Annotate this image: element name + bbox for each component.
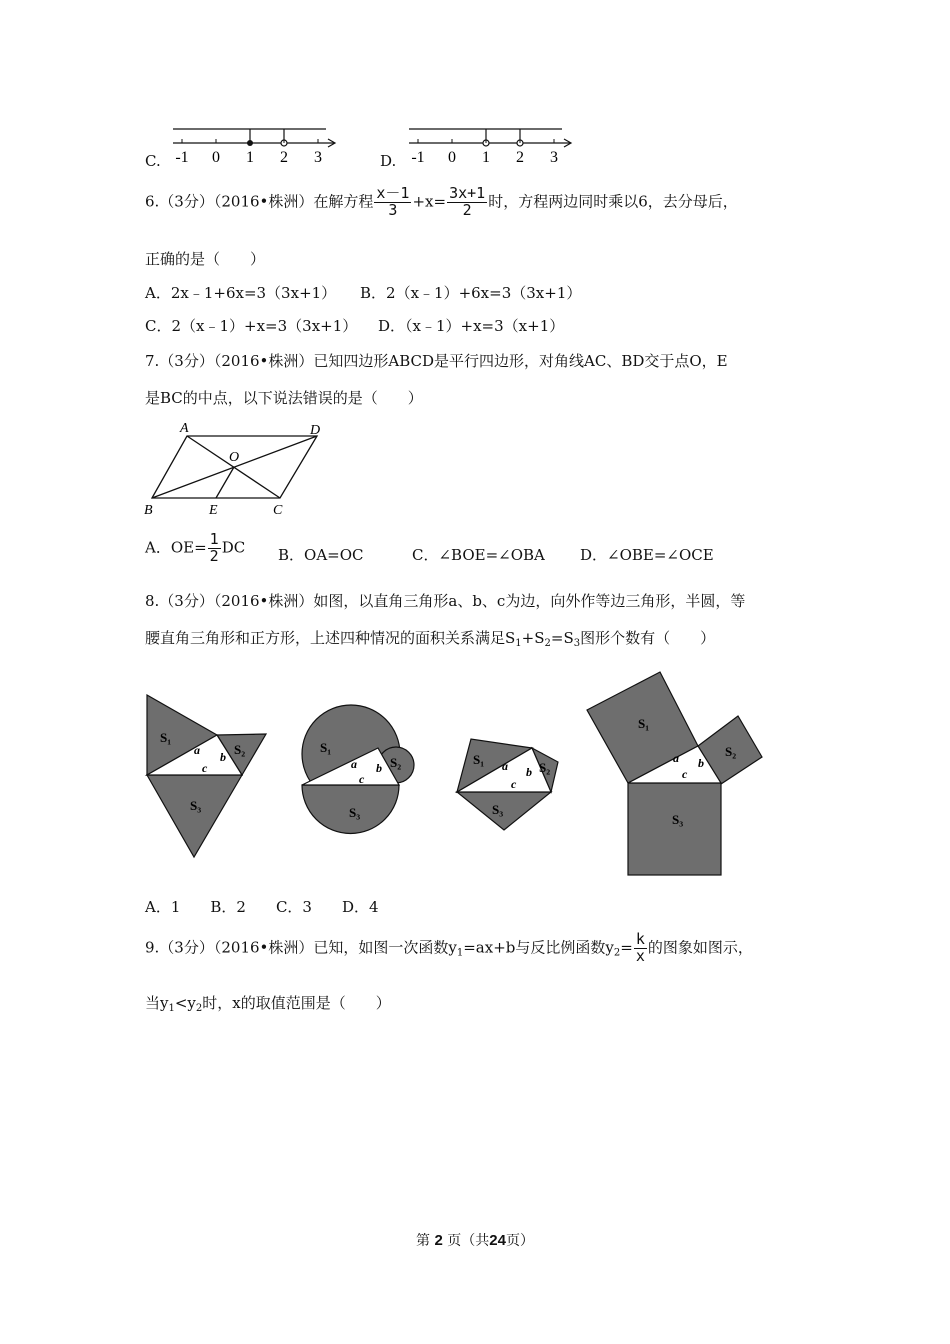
q6-fraction-1	[374, 186, 411, 219]
q9-line2-b: <y	[174, 994, 196, 1012]
q9-fraction-numerator: k	[635, 930, 645, 948]
axis-tick-label: -1	[175, 149, 189, 166]
fig2-a: a	[351, 757, 357, 771]
q8-stem-line-2	[145, 627, 715, 649]
q7-option-b: B．OA=OC	[278, 546, 364, 564]
q9-eq: =	[620, 938, 633, 957]
axis-tick-label: 3	[314, 149, 322, 166]
q5-number-line-c	[168, 122, 343, 167]
q8-figure-squares	[587, 672, 762, 875]
axis-tick-label: -1	[411, 149, 425, 166]
q6-option-a: A．2x﹣1+6x=3（3x+1）	[145, 284, 337, 302]
label-c: C	[273, 503, 283, 518]
q9-sub-2: 2	[613, 947, 621, 959]
fig1-b: b	[220, 750, 226, 764]
label-e: E	[209, 503, 218, 518]
fig1-c: c	[202, 761, 208, 775]
fig2-c: c	[359, 772, 365, 786]
q7-option-a-prefix: A．OE=	[145, 538, 207, 557]
q9-fraction	[634, 932, 647, 965]
q6-fraction-2-numerator: 3x+1	[449, 184, 486, 202]
q9-stem-line-2	[145, 992, 391, 1014]
q5-number-line-d	[404, 122, 579, 167]
fig1-s1: S₁	[160, 730, 172, 745]
q8-figures	[140, 670, 810, 885]
q6-option-b: B．2（x﹣1）+6x=3（3x+1）	[360, 284, 582, 302]
q5-option-d-letter: D.	[380, 152, 397, 170]
q9-stem-line-1	[145, 932, 753, 965]
q9-prefix: 9.（3分）（2016•株洲）已知，如图一次函数y	[145, 938, 457, 957]
q7-fraction-denominator: 2	[209, 546, 219, 565]
footer-total-pages: 24	[489, 1232, 506, 1249]
q7-option-d: D．∠OBE=∠OCE	[580, 546, 714, 564]
fig4-b: b	[698, 756, 704, 770]
q8-options: A．1 B．2 C．3 D．4	[145, 898, 379, 916]
fig2-s2: S₂	[390, 755, 402, 770]
q9-line2-c: 时，x的取值范围是（ ）	[202, 994, 391, 1012]
q5-option-c-letter: C.	[145, 152, 161, 170]
q8-stem-line-1: 8.（3分）（2016•株洲）如图，以直角三角形a、b、c为边，向外作等边三角形，半圆，等	[145, 592, 746, 610]
q9-fraction-denominator: x	[635, 946, 645, 965]
q6-option-c: C．2（x﹣1）+x=3（3x+1）	[145, 317, 358, 335]
fig1-a: a	[194, 743, 200, 757]
axis-tick-label: 0	[448, 149, 456, 166]
q6-fraction-2-denominator: 2	[462, 200, 472, 219]
q6-mid: +x=	[412, 192, 447, 211]
fig2-s3: S₃	[349, 805, 361, 820]
q8-sub-2: 2	[544, 638, 551, 649]
fig3-a: a	[502, 759, 508, 773]
fig4-c: c	[682, 767, 688, 781]
q9-sub-1: 1	[456, 947, 464, 959]
q6-stem-line-2: 正确的是（ ）	[145, 250, 266, 268]
footer-page-number: 2	[434, 1232, 443, 1249]
q6-fraction-1-numerator: x－1	[376, 184, 410, 202]
fig2-s1: S₁	[320, 740, 332, 755]
q6-stem	[145, 186, 738, 219]
q6-option-d: D．（x﹣1）+x=3（x+1）	[378, 317, 565, 335]
q8-figure-semicircle	[302, 705, 414, 834]
axis-tick-label: 1	[482, 149, 490, 166]
q8-line2-prefix: 腰直角三角形和正方形，上述四种情况的面积关系满足S	[145, 629, 516, 647]
q7-option-a	[145, 532, 245, 565]
fig3-s2: S₂	[539, 760, 551, 775]
label-o: O	[229, 450, 240, 465]
fig3-b: b	[526, 765, 532, 779]
label-b: B	[144, 503, 153, 518]
fig1-s3: S₃	[190, 798, 202, 813]
q8-line2-suffix: 图形个数有（ ）	[580, 629, 716, 647]
q7-fraction-numerator: 1	[209, 530, 219, 548]
q9-line2-a: 当y	[145, 994, 169, 1012]
axis-tick-label: 2	[516, 149, 524, 166]
q6-suffix: 时，方程两边同时乘以6，去分母后，	[488, 192, 738, 211]
q8-sub-1: 1	[515, 638, 522, 649]
fig3-s1: S₁	[473, 752, 485, 767]
q8-eq: =S	[550, 629, 574, 647]
q6-fraction-1-denominator: 3	[388, 200, 398, 219]
fig1-s2: S₂	[234, 742, 246, 757]
q8-figure-isosceles-right	[457, 739, 558, 830]
q9-mid: =ax+b与反比例函数y	[463, 938, 614, 957]
fig3-s3: S₃	[492, 802, 504, 817]
q7-option-c: C．∠BOE=∠OBA	[412, 546, 545, 564]
fig4-s1: S₁	[638, 716, 650, 731]
footer-pre: 第	[416, 1233, 431, 1249]
q6-prefix: 6.（3分）（2016•株洲）在解方程	[145, 192, 374, 211]
fig4-s2: S₂	[725, 744, 737, 759]
footer-mid: 页（共	[447, 1233, 490, 1249]
q7-stem-line-2: 是BC的中点，以下说法错误的是（ ）	[145, 389, 423, 407]
axis-tick-label: 2	[280, 149, 288, 166]
q9-line2-sub-1: 1	[168, 1003, 175, 1014]
q7-option-a-fraction	[208, 532, 221, 565]
fig2-b: b	[376, 761, 382, 775]
q7-stem-line-1: 7.（3分）（2016•株洲）已知四边形ABCD是平行四边形，对角线AC、BD交于点O，E	[145, 352, 728, 370]
axis-tick-label: 1	[246, 149, 254, 166]
label-d: D	[310, 423, 321, 438]
q8-sub-3: 3	[573, 638, 581, 649]
label-a: A	[180, 421, 189, 436]
q7-option-a-suffix: DC	[221, 538, 246, 557]
q6-fraction-2	[447, 186, 487, 219]
q9-suffix: 的图象如图示，	[647, 938, 753, 957]
page-footer	[0, 1230, 950, 1250]
q8-plus: +S	[521, 629, 545, 647]
fig3-c: c	[511, 777, 517, 791]
footer-post: 页）	[505, 1233, 534, 1249]
fig4-a: a	[673, 751, 679, 765]
fig4-s3: S₃	[672, 812, 684, 827]
axis-tick-label: 0	[212, 149, 220, 166]
q7-parallelogram-figure	[140, 418, 335, 520]
axis-tick-label: 3	[550, 149, 558, 166]
q9-line2-sub-2: 2	[195, 1003, 203, 1014]
q8-figure-equilateral	[147, 695, 266, 857]
